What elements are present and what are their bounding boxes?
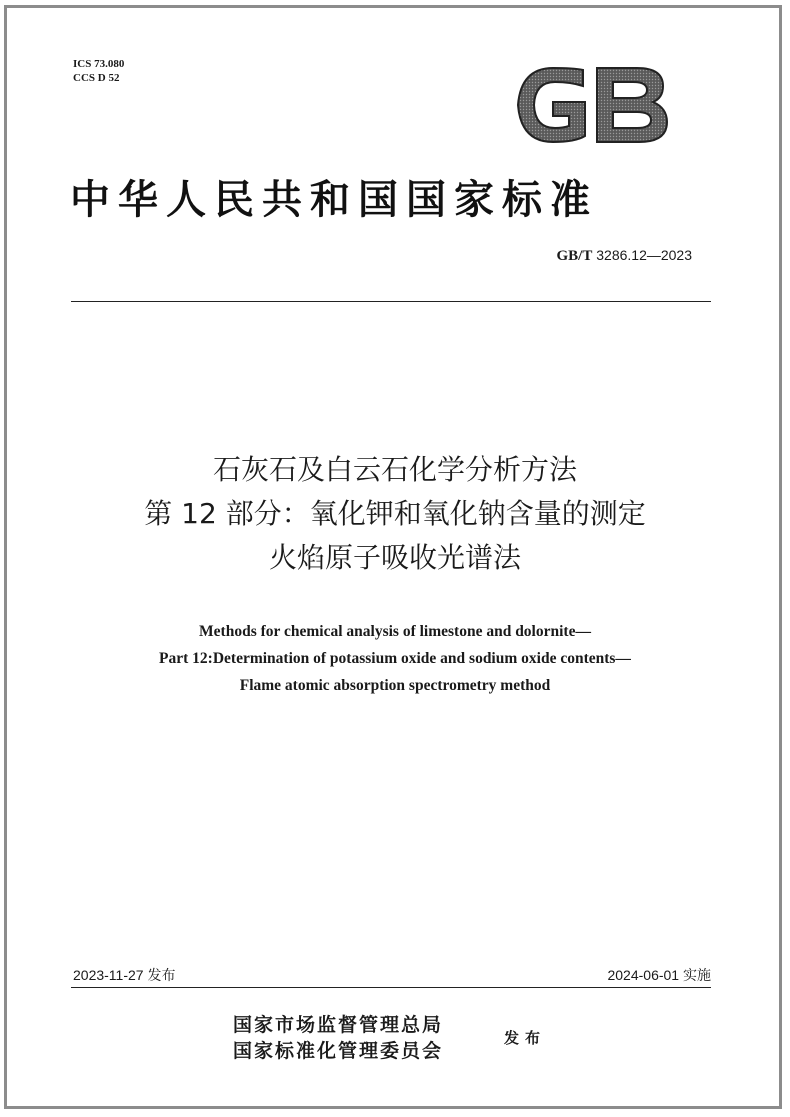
chinese-title — [0, 448, 790, 580]
release-date: 2023-11-27 发布 — [73, 967, 176, 983]
ccs-code: CCS D 52 — [73, 72, 120, 84]
english-title-line-3: Flame atomic absorption spectrometry method — [239, 677, 551, 694]
issuer-samr: 国家市场监督管理总局 — [233, 1014, 444, 1036]
ics-code: ICS 73.080 — [73, 58, 125, 70]
issuer-sac: 国家标准化管理委员会 — [233, 1040, 444, 1062]
issuing-authorities — [233, 1012, 443, 1064]
standard-code: 3286.12—2023 — [592, 247, 692, 263]
top-divider — [71, 301, 711, 302]
english-title-line-2: Part 12:Determination of potassium oxide and sodium oxide contents— — [159, 650, 631, 667]
chinese-title-line-2: 第 12 部分：氧化钾和氧化钠含量的测定 — [144, 497, 646, 530]
standard-prefix: GB/T — [556, 248, 593, 264]
issue-label: 发布 — [504, 1029, 547, 1047]
english-title — [0, 618, 790, 699]
english-title-line-1: Methods for chemical analysis of limestone and dolornite— — [199, 623, 591, 640]
gb-logo-icon — [513, 66, 669, 144]
standard-number — [557, 247, 693, 265]
national-standard-heading: 中华人民共和国国家标准 — [70, 176, 598, 223]
classification-codes — [73, 57, 124, 85]
implementation-date: 2024-06-01 实施 — [607, 967, 711, 983]
bottom-divider — [71, 987, 711, 988]
chinese-title-line-3: 火焰原子吸收光谱法 — [268, 541, 521, 574]
chinese-title-line-1: 石灰石及白云石化学分析方法 — [212, 453, 577, 486]
